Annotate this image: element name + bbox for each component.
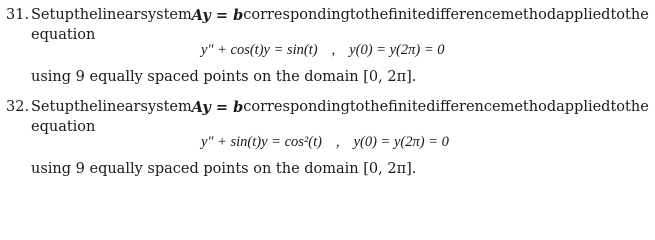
intro-word: system <box>140 7 192 23</box>
differential-equation <box>201 41 445 60</box>
intro-word: the <box>73 99 98 115</box>
intro-word: linear <box>97 7 141 23</box>
problem-domain-line: using 9 equally spaced points on the domain [0, 2π]. <box>31 161 417 177</box>
intro-word: finite <box>388 99 427 115</box>
boundary-conditions: y(0) = y(2π) = 0 <box>349 42 445 58</box>
intro-word: method <box>500 7 557 23</box>
intro-word: corresponding <box>243 99 350 115</box>
intro-word: to <box>610 99 626 115</box>
system-expression: Ay = b <box>191 99 244 116</box>
intro-word: method <box>500 99 557 115</box>
intro-word: linear <box>97 99 141 115</box>
problem-number: 31. <box>6 7 30 23</box>
equation-lhs: y″ + cos(t)y = sin(t) <box>201 42 318 58</box>
intro-word: to <box>349 7 365 23</box>
intro-word: to <box>349 99 365 115</box>
intro-word: difference <box>426 7 501 23</box>
intro-word: applied <box>556 7 611 23</box>
equation-separator: , <box>335 134 340 150</box>
intro-word: Setup <box>31 7 74 23</box>
system-expression: Ay = b <box>191 7 244 24</box>
intro-word: difference <box>426 99 501 115</box>
intro-word: system <box>140 99 192 115</box>
intro-word: the <box>625 7 649 23</box>
problem-number: 32. <box>6 99 30 115</box>
intro-word: Setup <box>31 99 74 115</box>
problem-domain-line: using 9 equally spaced points on the domain [0, 2π]. <box>31 69 417 85</box>
equation-lhs: y″ + sin(t)y = cos²(t) <box>201 134 322 150</box>
problem-intro-line <box>31 98 649 117</box>
equation-separator: , <box>331 42 336 58</box>
intro-word: corresponding <box>243 7 350 23</box>
problem-line-equation-word: equation <box>31 27 96 43</box>
differential-equation <box>201 133 449 152</box>
problem-intro-line <box>31 6 649 25</box>
intro-word: the <box>73 7 98 23</box>
intro-word: finite <box>388 7 427 23</box>
intro-word: the <box>364 99 389 115</box>
intro-word: the <box>625 99 649 115</box>
boundary-conditions: y(0) = y(2π) = 0 <box>353 134 449 150</box>
intro-word: the <box>364 7 389 23</box>
intro-word: applied <box>556 99 611 115</box>
intro-word: to <box>610 7 626 23</box>
problem-line-equation-word: equation <box>31 119 96 135</box>
